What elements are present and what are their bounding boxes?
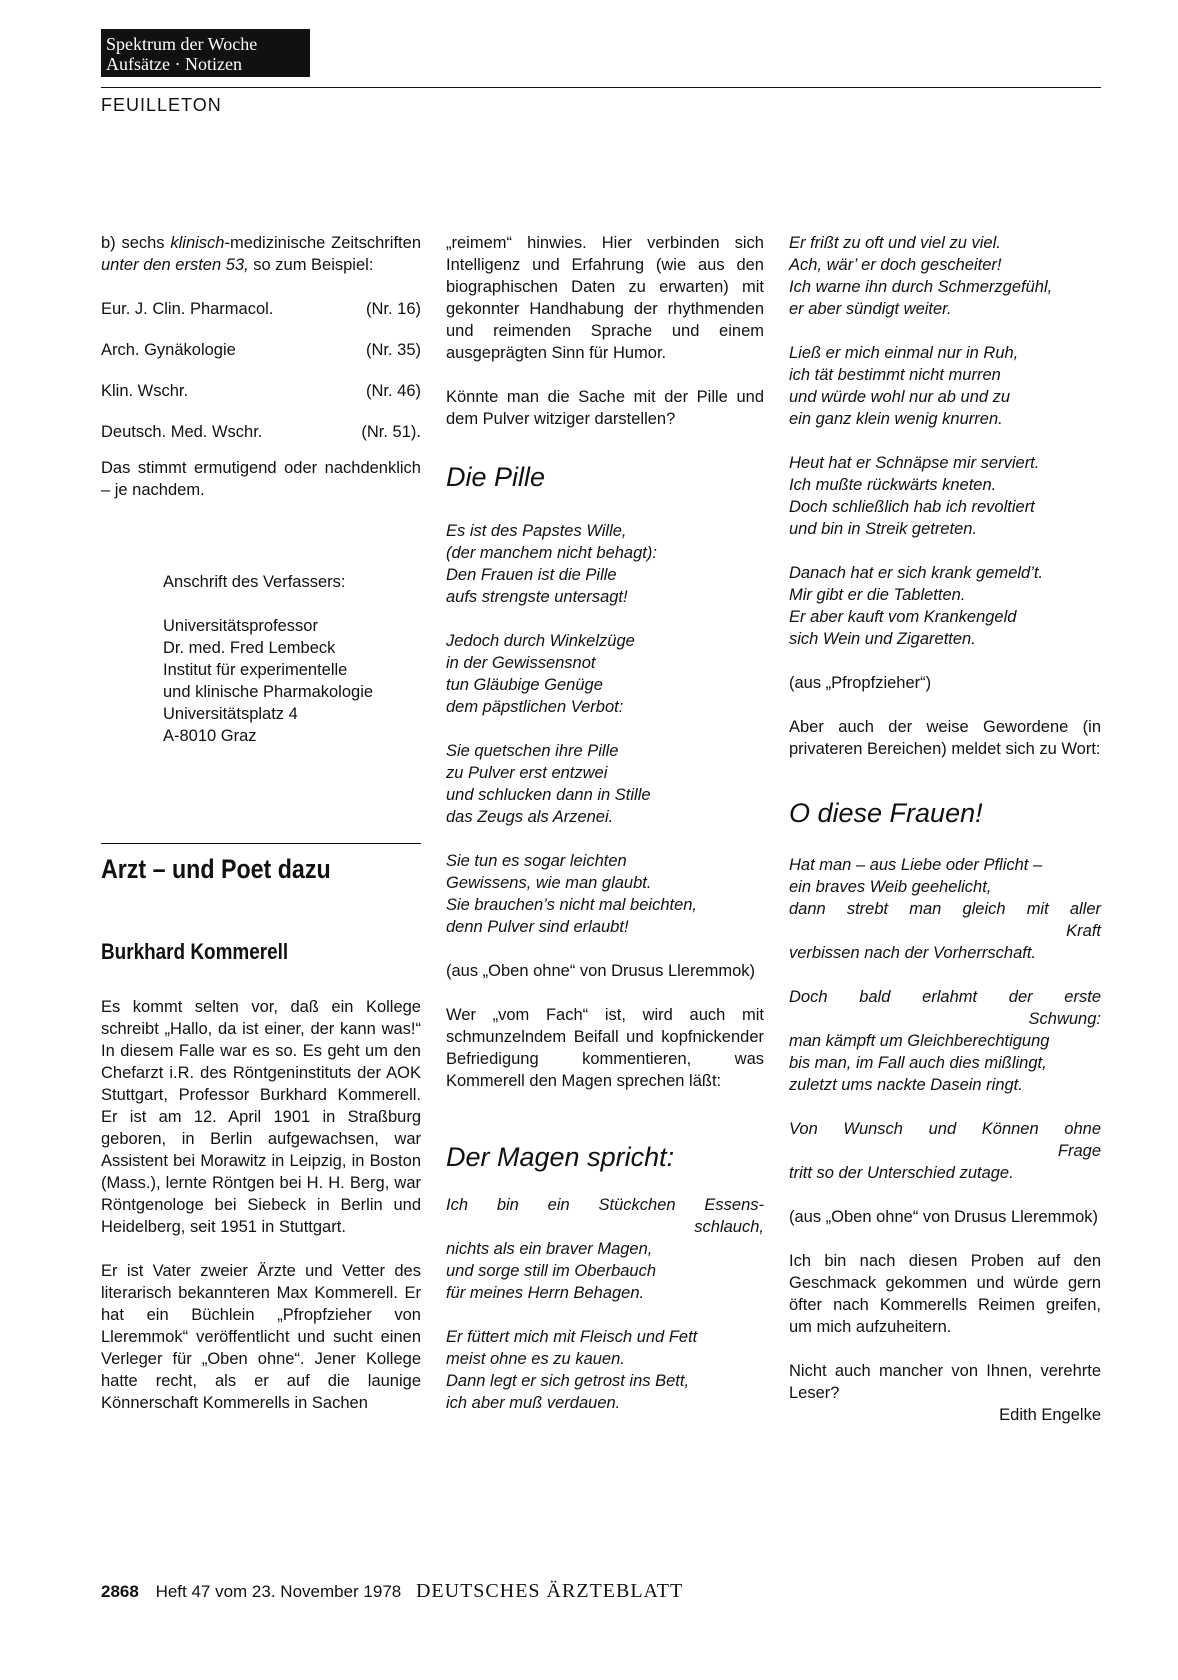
poem-stanza: Es ist des Papstes Wille, (der manchem nicht behagt): Den Frauen ist die Pille aufs strengste untersagt! xyxy=(446,522,657,606)
body-paragraph: Ich bin nach diesen Proben auf den Geschmack gekommen und würde gern öfter nach Kommerells Reimen greifen, um mich aufzuheitern. xyxy=(789,1252,1101,1336)
article-title: Arzt – und Poet dazu xyxy=(101,854,331,884)
reference-item: Eur. J. Clin. Pharmacol. (Nr. 16) xyxy=(101,300,421,318)
article-author: Burkhard Kommerell xyxy=(101,939,289,964)
poem-stanza: Ich bin ein Stückchen Essens- schlauch, nichts als ein braver Magen, und sorge still im Oberbauch für meines Herrn Behagen. xyxy=(446,1196,764,1302)
body-paragraph: Nicht auch mancher von Ihnen, verehrte Leser? xyxy=(789,1362,1101,1402)
reference-item: Arch. Gynäkologie (Nr. 35) xyxy=(101,341,421,359)
poem-stanza: Sie tun es sogar leichten Gewissens, wie man glaubt. Sie brauchen’s nicht mal beichten, denn Pulver sind erlaubt! xyxy=(446,852,698,936)
poem-source: (aus „Oben ohne“ von Drusus Lleremmok) xyxy=(446,962,756,980)
intro-paragraph: b) sechs klinisch-medizinische Zeitschriften unter den ersten 53, so zum Beispiel: xyxy=(101,234,421,274)
poem-stanza: Jedoch durch Winkelzüge in der Gewissensnot tun Gläubige Genüge dem päpstlichen Verbot: xyxy=(446,632,635,716)
address-line: und klinische Pharmakologie xyxy=(163,683,374,701)
section-header-box xyxy=(101,29,310,77)
poem-title: Die Pille xyxy=(446,462,546,492)
poem-title: Der Magen spricht: xyxy=(446,1142,675,1172)
body-paragraph: Wer „vom Fach“ ist, wird auch mit schmunzelndem Beifall und kopfnickender Befriedigung kommentieren, was Kommerell den Magen sprechen läßt: xyxy=(446,1006,764,1090)
column-1 xyxy=(101,232,421,1414)
address-line: Institut für experimentelle xyxy=(163,661,348,679)
poem-stanza: Er füttert mich mit Fleisch und Fett meist ohne es zu kauen. Dann legt er sich getrost ins Bett, ich aber muß verdauen. xyxy=(446,1328,698,1412)
column-2 xyxy=(446,232,764,1414)
signature: Edith Engelke xyxy=(999,1406,1101,1424)
poem-stanza: Er frißt zu oft und viel zu viel. Ach, wär’ er doch gescheiter! Ich warne ihn durch Schmerzgefühl, er aber sündigt weiter. xyxy=(789,234,1053,318)
header-rule xyxy=(101,87,1101,88)
poem-stanza: Sie quetschen ihre Pille zu Pulver erst entzwei und schlucken dann in Stille das Zeugs als Arzenei. xyxy=(446,742,651,826)
reference-item: Klin. Wschr. (Nr. 46) xyxy=(101,382,421,400)
address-line: A-8010 Graz xyxy=(163,727,257,745)
page-number: 2868 xyxy=(101,1582,139,1601)
body-paragraph: Er ist Vater zweier Ärzte und Vetter des literarisch bekannteren Max Kommerell. Er hat ein Büchlein „Pfropfzieher von Lleremmok“ veröffentlicht und sucht einen Verleger für „Oben ohne“. Jener Kollege hatte recht, als er auf die launige Könnerschaft Kommerells in Sachen xyxy=(101,1262,421,1412)
address-label: Anschrift des Verfassers: xyxy=(163,573,346,591)
body-paragraph: Aber auch der weise Gewordene (in privateren Bereichen) meldet sich zu Wort: xyxy=(789,718,1101,758)
poem-stanza: Danach hat er sich krank gemeld’t. Mir gibt er die Tabletten. Er aber kauft vom Krankengeld sich Wein und Zigaretten. xyxy=(789,564,1044,648)
author-address xyxy=(163,571,421,747)
address-line: Universitätsprofessor xyxy=(163,617,318,635)
column-3 xyxy=(789,232,1101,1426)
body-paragraph: Könnte man die Sache mit der Pille und dem Pulver witziger darstellen? xyxy=(446,388,764,428)
body-paragraph: Es kommt selten vor, daß ein Kollege schreibt „Hallo, da ist einer, der kann was!“ In diesem Falle war es so. Es geht um den Chefarzt i.R. des Röntgeninstituts der AOK Stuttgart, Professor Burkhard Kommerell. Er ist am 12. April 1901 in Straßburg geboren, in Berlin aufgewachsen, war Assistent bei Morawitz in Leipzig, in Boston (Mass.), lernte Röntgen bei H. H. Berg, war Röntgenologe bei Siebeck in Berlin und Heidelberg, seit 1951 in Stuttgart. xyxy=(101,998,421,1236)
reference-item: Deutsch. Med. Wschr. (Nr. 51). xyxy=(101,423,421,441)
poem-stanza: Hat man – aus Liebe oder Pflicht – ein braves Weib geehelicht, dann strebt man gleich mit aller Kraft verbissen nach der Vorherrschaft. xyxy=(789,856,1101,962)
poem-stanza: Ließ er mich einmal nur in Ruh, ich tät bestimmt nicht murren und würde wohl nur ab und zu ein ganz klein wenig knurren. xyxy=(789,344,1019,428)
poem-stanza: Doch bald erlahmt der erste Schwung: man kämpft um Gleichberechtigung bis man, im Fall auch dies mißlingt, zuletzt ums nackte Dasein ringt. xyxy=(789,988,1101,1094)
header-line-1: Spektrum der Woche xyxy=(106,34,258,54)
magazine-name: DEUTSCHES ÄRZTEBLATT xyxy=(415,1580,684,1602)
page-footer xyxy=(101,1580,683,1603)
poem-source: (aus „Oben ohne“ von Drusus Lleremmok) xyxy=(789,1208,1099,1226)
address-line: Dr. med. Fred Lembeck xyxy=(163,639,336,657)
issue-info: Heft 47 vom 23. November 1978 xyxy=(155,1582,402,1601)
body-paragraph: „reimem“ hinwies. Hier verbinden sich Intelligenz und Erfahrung (wie aus den biographischen Daten zu erwarten) mit gekonnter Handhabung der rhythmenden und reimenden Sprache und einem ausgeprägten Sinn für Humor. xyxy=(446,234,764,362)
section-label: FEUILLETON xyxy=(101,95,222,115)
conclusion-paragraph: Das stimmt ermutigend oder nachdenklich – je nachdem. xyxy=(101,459,421,499)
poem-stanza: Heut hat er Schnäpse mir serviert. Ich mußte rückwärts kneten. Doch schließlich hab ich revoltiert und bin in Streik getreten. xyxy=(789,454,1040,538)
poem-stanza: Von Wunsch und Können ohne Frage tritt so der Unterschied zutage. xyxy=(789,1120,1101,1182)
address-line: Universitätsplatz 4 xyxy=(163,705,298,723)
header-line-2: Aufsätze · Notizen xyxy=(106,54,242,74)
poem-title: O diese Frauen! xyxy=(789,798,983,828)
poem-source: (aus „Pfropfzieher“) xyxy=(789,674,932,692)
